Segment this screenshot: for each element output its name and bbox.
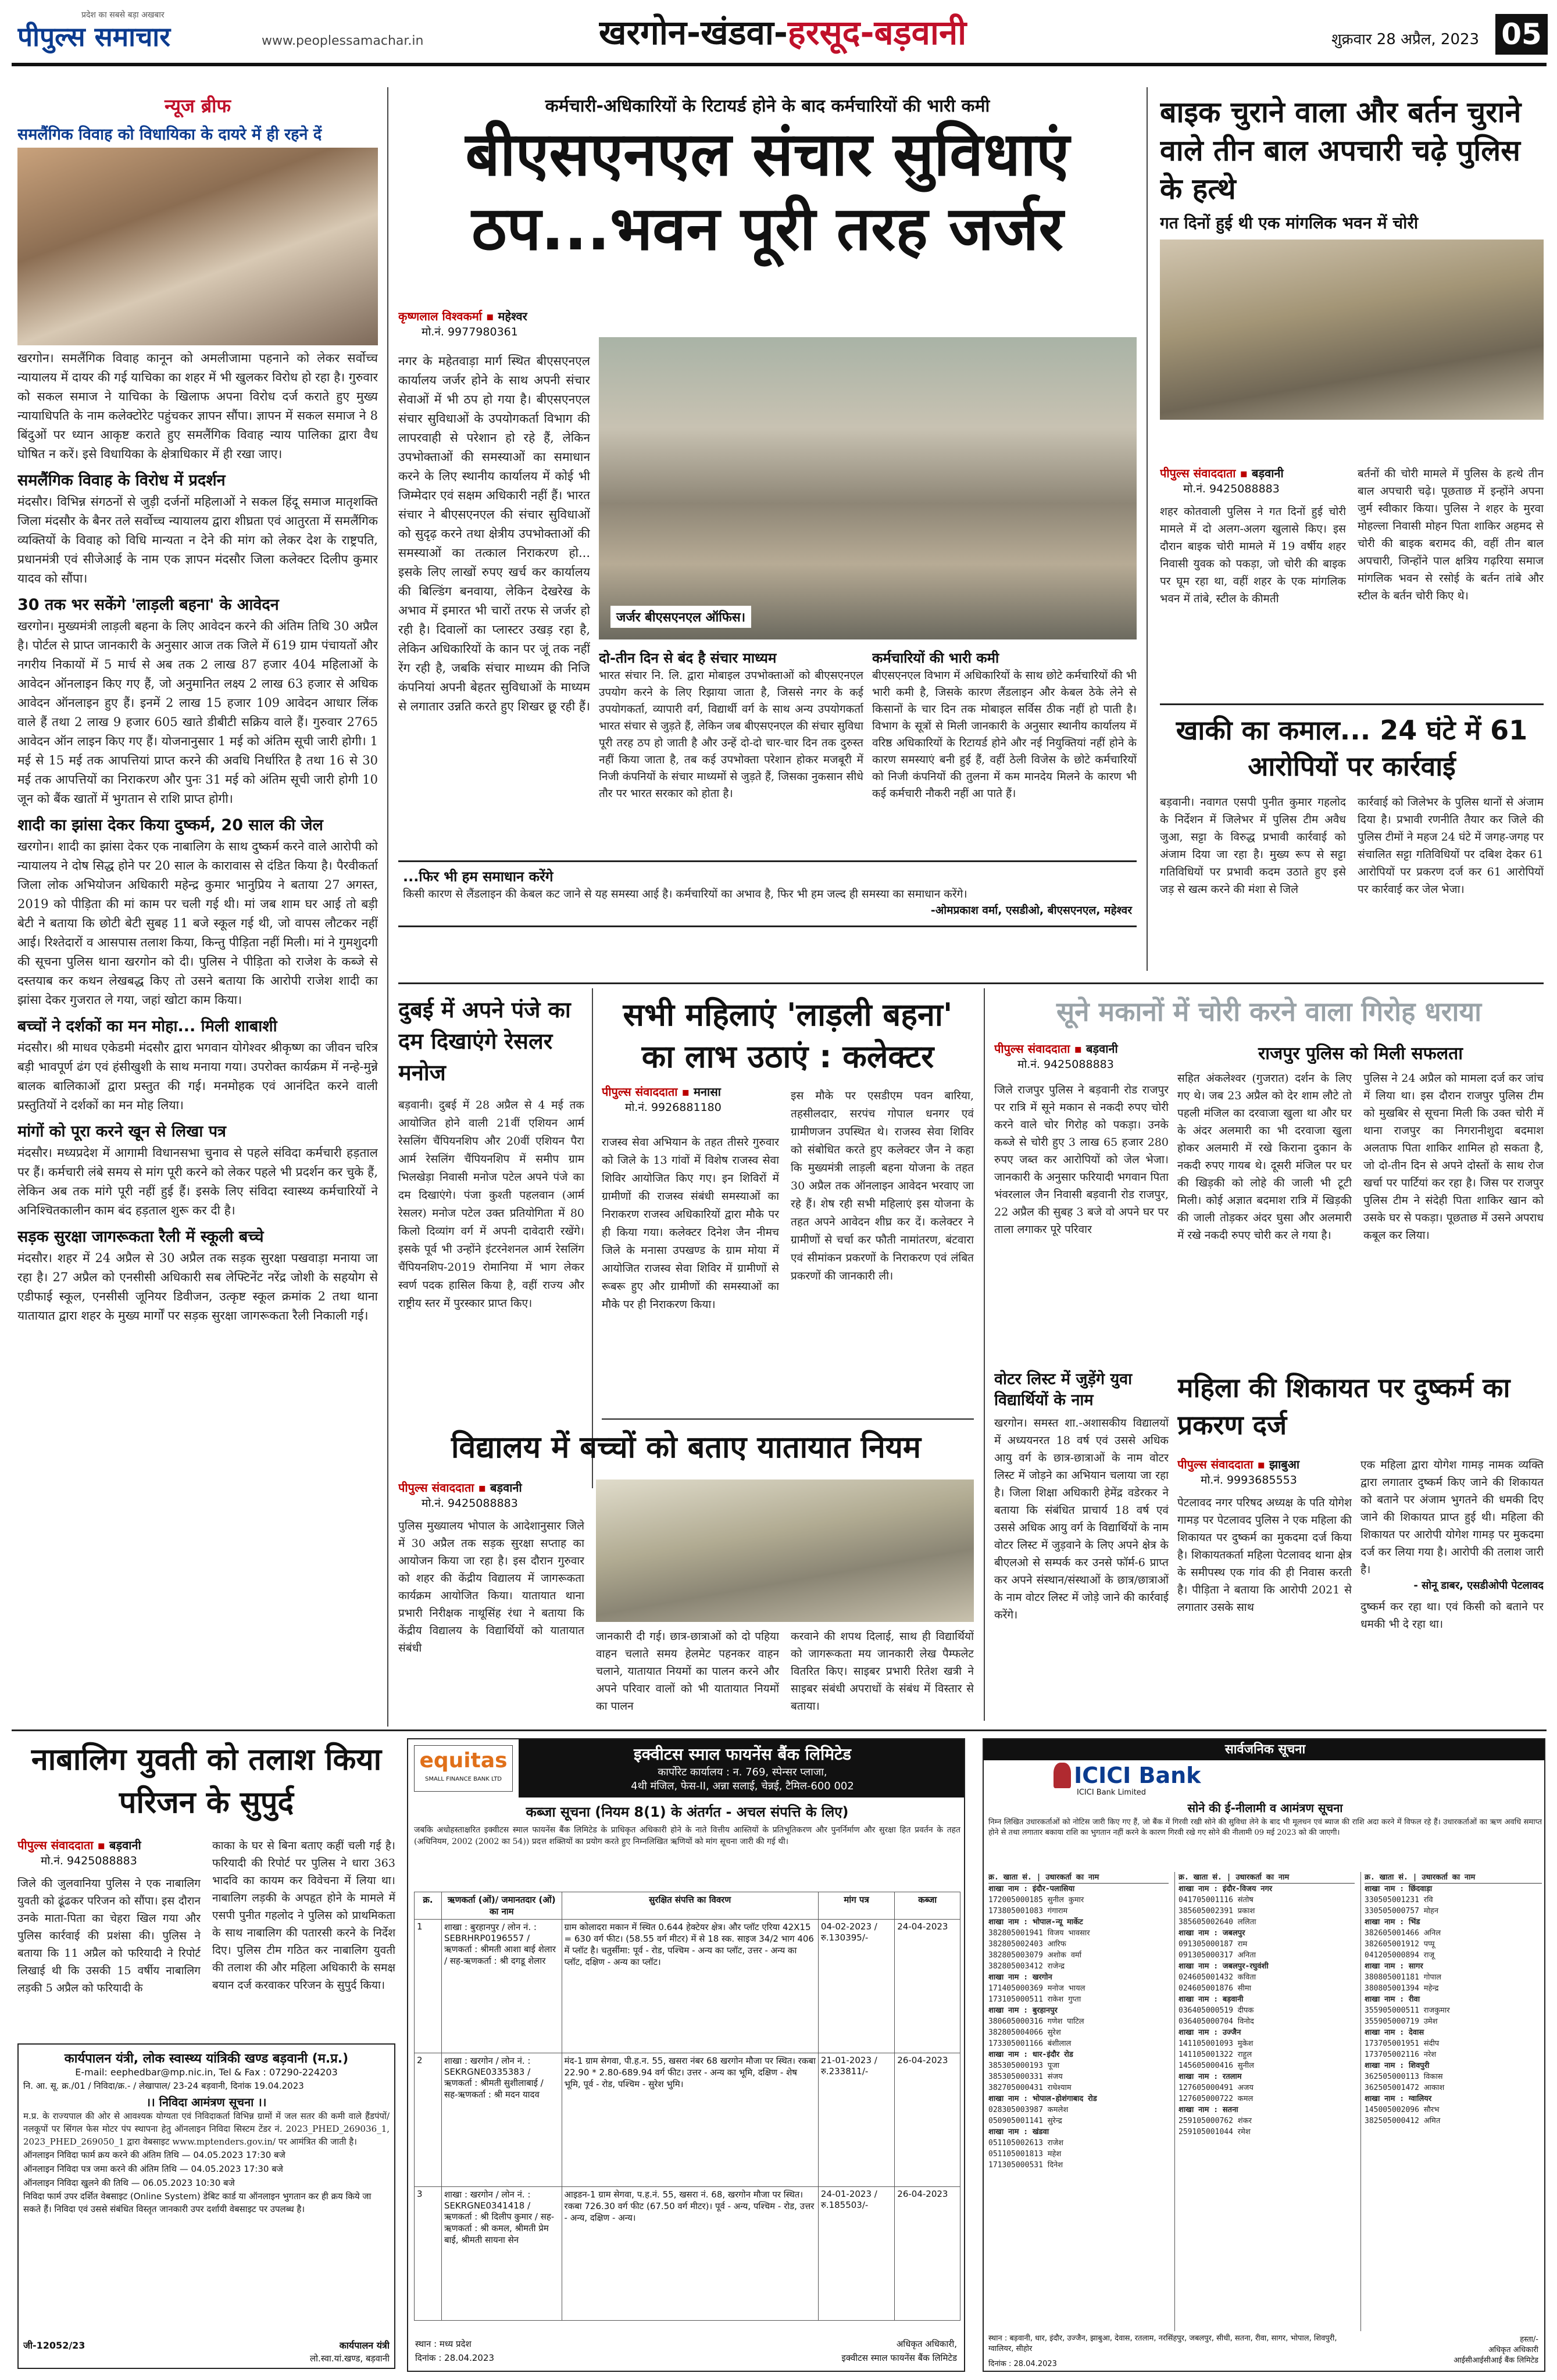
vidyalaya-mobile: मो.नं. 9425088883 [422,1497,518,1510]
ladli-mobile: मो.नं. 9926881180 [625,1101,722,1114]
ladli-credit: पीपुल्स संवाददाता [602,1085,678,1099]
dubai-body: बड़वानी। दुबई में 28 अप्रैल से 4 मई तक आयोजित होने वाली 21वीं एशियन आर्म रेसलिंग चैंपियनशिप और 20वीं एशियन पैरा आर्म रेसलिंग चैंपियनशिप में समीप ग्राम भिलखेड़ा निवासी मनोज पटेल अपने पंजे का दम दिखाएंगे। पंजा कुश्ती पहलवान (आर्म रेसलर) मनोज पटेल उक्त प्रतियोगिता में 80 किलो दिव्यांग वर्ग में अपनी दावेदारी रखेंगे। इसके पूर्व भी उन्होंने इंटरनेशनल आर्म रेसलिंग चैंपियनशिप-2019 रोमानिया में भाग लेकर स्वर्ण पदक हासिल किया है, वहीं राज्य और राष्ट्रीय स्तर में पुरस्कार प्राप्त किए। [398,1099,584,1310]
list-item: 330505000757 मोहन [1365,1907,1439,1916]
equitas-col-0: क्र. [415,1892,442,1920]
equitas-signer: अधिकृत अधिकारी, [896,2339,957,2349]
list-item: 385605002640 ललिता [1179,1918,1256,1927]
icici-signer: हस्ता/- [1520,2335,1538,2344]
icici-l-branch-3: शाखा नाम : बुरहानपुर [988,2006,1058,2015]
list-item: 145005002096 सौरभ [1365,2106,1440,2114]
list-item: 382805004066 सुरेश [988,2028,1061,2037]
chori-credit-block: पीपुल्स संवाददाता ▪ बड़वानी मो.नं. 9425088883 [994,1041,1169,1075]
brief-body-2: खरगोन। मुख्यमंत्री लाड़ली बहना के लिए आवेदन करने की अंतिम तिथि 30 अप्रैल है। पोर्टल से प्राप्त जानकारी के अनुसार आज तक जिले में 619 ग्राम पंचायतों और नगरीय निकायों में 5 मार्च से अब तक 2 लाख 87 हजार 404 महिलाओं के आवेदन ऑनलाइन किए गए हैं, जो अनुमानित लक्ष्य 2 लाख 63 हजार से अधिक आवेदन ऑनलाइन हुए हैं। इनमें 2 लाख 15 हजार 109 आवेदन आधार लिंक वाले हैं तथा 2 लाख 9 हजार 605 खाते डीबीटी सक्रिय वाले हैं। गुरुवार 2765 आवेदन ऑन लाइन किए गए हैं। योजनानुसार 1 मई को अंतिम सूची जारी होगी। 1 मई से 15 मई तक आपत्तियां प्राप्त करने की अवधि निर्धारित है तथा 16 से 30 मई तक आपत्तियों का निराकरण और पुनः 31 मई को अंतिम सूची जारी होगी 10 जून को बैंक खातों में भुगतान से राशि प्राप्त होगी। [17,619,378,806]
brief-photo-protest [17,148,378,345]
mahila-credit-block: पीपुल्स संवाददाता ▪ झाबुआ मो.नं. 9993685553 [1177,1456,1352,1491]
icici-r-branch-3: शाखा नाम : रीवा [1365,1995,1420,2004]
tender-footer-left: जी-12052/23 [23,2340,85,2351]
chori-location: बड़वानी [1085,1042,1118,1056]
page-number: 05 [1495,14,1548,55]
list-item: 141105001093 मुकेश [1179,2039,1254,2048]
chori-body-b: सहित अंकलेश्वर (गुजरात) दर्शन के लिए गए थे। जब 23 अप्रैल को देर शाम लौटे तो पहली मंजिल का दरवाजा खुला था और घर के अंदर अलमारी का भी दरवाजा खुला होकर अलमारी में रखे किराना दुकान के नकदी रुपए गायब थे। दूसरी मंजिल पर घर की खिड़की को लोहे की जाली भी टूटी मिली। कोई अज्ञात बदमाश रात्रि में खिड़की की जाली तोड़कर अंदर घुसा और अलमारी में रखे नकदी रुपए चोरी कर ले गया है। [1177,1072,1352,1242]
list-item: 380805001394 महेन्द्र [1365,1984,1439,1993]
list-item: 385305000193 पूजा [988,2061,1060,2070]
list-item: 141105001322 राहुल [1179,2050,1252,2059]
list-item: 041705001116 संतोष [1179,1896,1254,1904]
equitas-r2-c4: 26-04-2023 [895,2187,960,2321]
icici-footer: स्थान : बड़वानी, धार, इंदौर, उज्जैन, झाबुआ, देवास, रतलाम, नरसिंहपुर, जबलपुर, सीधी, सतना, रीवा, सागर, भोपाल, शिवपुरी, ग्वालियर, सीहोर [988,2334,1337,2353]
list-item: 382505000412 अमित [1365,2117,1441,2125]
lead-byline-block: कृष्णलाल विश्वकर्मा ▪ महेश्वर मो.नं. 9977980361 [398,308,590,349]
equitas-logo [414,1745,513,1792]
icici-signer3: आईसीआईसीआई बैंक लिमिटेड [1454,2356,1538,2365]
icici-logo-text: ICICI Bank [1074,1763,1201,1788]
icici-m-branch-0: शाखा नाम : इंदौर-विजय नगर [1179,1885,1273,1893]
brief-head-0: समलैंगिक विवाह को विधायिका के दायरे में ही रहने दें [17,126,322,144]
lead-quote-head: ...फिर भी हम समाधान करेंगे [403,869,553,885]
voter-body: खरगोन। समस्त शा.-अशासकीय विद्यालयों में अध्ययनरत 18 वर्ष एवं उससे अधिक आयु वर्ग के छात्र-छात्राओं के नाम वोटर लिस्ट में जोड़ने का अभियान चलाया जा रहा है। जिला शिक्षा अधिकारी हेमेंद्र वडेरकर ने बताया कि संबंधित प्राचार्य 18 वर्ष एवं उससे अधिक आयु वर्ग के विद्यार्थियों के नाम वोटर लिस्ट में जुड़वाने के लिए अपने क्षेत्र के बीएलओ से सम्पर्क कर उनसे फॉर्म-6 प्राप्त कर अपने संस्थान/संस्थाओं के छात्र/छात्राओं के नाम वोटर लिस्ट में जोड़े जाने की कार्रवाई करेंगे। [994,1417,1169,1621]
lead-sub2-head: कर्मचारियों की भारी कमी [872,650,999,666]
bike-headline: बाइक चुराने वाला और बर्तन चुराने वाले तीन बाल अपचारी चढ़े पुलिस के हत्थे [1160,95,1522,206]
news-brief-label: न्यूज ब्रीफ [164,95,231,117]
list-item: 028305003987 कमलेश [988,2106,1069,2114]
vidyalaya-headline: विद्यालय में बच्चों को बताए यातायात नियम [451,1430,922,1465]
list-item: 259105001044 रमेश [1179,2128,1251,2136]
lead-sub2 [872,648,1137,857]
list-item: 172005000185 सुनील कुमार [988,1896,1084,1904]
vidyalaya-body-c: करवाने की शपथ दिलाई, साथ ही विद्यार्थियों को जागरूकता मय जानकारी लेख पैम्फलेट वितरित किए। साइबर प्रभारी रितेश खत्री ने साइबर संबंधी अपराधों के संबंध में विस्तार से बताया। [791,1630,974,1713]
bike-theft-story [1160,93,1544,698]
equitas-address2: 4थी मंजिल, फेस-II, अन्ना सलाई, चेन्नई, टैमिल-600 002 [631,1780,854,1792]
vidyalaya-credit: पीपुल्स संवाददाता [398,1481,474,1495]
nabalig-location: बड़वानी [109,1838,141,1852]
vidyalaya-location: बड़वानी [490,1481,522,1495]
mid-right-divider [984,988,985,1721]
icici-r-branch-6: शाखा नाम : ग्वालियर [1365,2095,1432,2103]
list-item: 041205000894 राजू [1365,1951,1435,1960]
news-brief-column [17,93,378,1721]
lead-quote-box [398,860,1137,927]
lead-sub1-head: दो-तीन दिन से बंद है संचार माध्यम [599,650,777,666]
website-link[interactable]: www.peoplessamachar.in [262,34,424,48]
list-item: 024605001432 कविता [1179,1973,1256,1982]
icici-l-branch-1: शाखा नाम : भोपाल-न्यू मार्केट [988,1918,1083,1927]
chori-mobile: मो.नं. 9425088883 [1017,1058,1114,1071]
icici-m-branch-5: शाखा नाम : रतलाम [1179,2072,1242,2081]
icici-col-mid: क्र. खाता सं. | उधारकर्ता का नाम शाखा नाम : इंदौर-विजय नगर 041705001116 संतोष 385605002391 प्रकाश 385605002640 ललिता शाखा नाम : जबलपुर 091305000187 राम 091305000317 अनिता शाखा नाम : जबलपुर-रघुवंशी 024605001432 कविता 024605001876 सीमा शाखा नाम : बड़वानी 036405000519 दीपक 036405000704 विनोद शाखा नाम : उज्जैन 141105001093 मुकेश 141105001322 राहुल 145605000416 सुनील शाखा नाम : रतलाम 127605000491 अजय 127605000722 कमल शाखा नाम : सतना 259105000762 शंकर 259105001044 रमेश [1174,1872,1355,2331]
ladli-body-b: इस मौके पर एसडीएम पवन बारिया, तहसीलदार, सरपंच गोपाल धनगर एवं ग्रामीणजन उपस्थित थे। राजस्व सेवा शिविर को संबोधित करते हुए कलेक्टर जैन ने कहा कि मुख्यमंत्री लाड़ली बहना योजना के तहत 30 अप्रैल तक ऑनलाइन आवेदन भरवाए जा रहे हैं। शेष रही सभी महिलाएं इस योजना के तहत अपने आवेदन शीघ्र कर दें। कलेक्टर ने ग्रामीणों से चर्चा कर फौती नामांतरण, बंटवारा एवं सीमांकन प्रकरणों के निराकरण एवं लंबित प्रकरणों की जानकारी ली। [791,1089,974,1282]
equitas-r1-c2: मंद-1 ग्राम सेगवा, पी.ह.न. 55, खसरा नंबर 68 खरगोन मौजा पर स्थित। रकबा 22.90 * 2.80-689.94 वर्ग फीट। उत्तर - अन्य का भूमि, दक्षिण - शेष भूमि, पूर्व - रोड, पश्चिम - सुरेश भुमि। [562,2053,818,2187]
equitas-notice-title: कब्जा सूचना (नियम 8(1) के अंतर्गत - अचल संपत्ति के लिए) [526,1804,849,1820]
bike-credit: पीपुल्स संवाददाता [1160,466,1236,480]
bike-photo-police [1160,240,1544,420]
icici-h0: क्र. खाता सं. [988,1873,1032,1882]
icici-signer2: अधिकृत अधिकारी [1488,2346,1538,2354]
tender-row-2: ऑनलाइन निविदा खुलने की तिथि — 06.05.2023 10:30 बजे [23,2178,235,2188]
nabalig-story [17,1738,395,2040]
mahila-mobile: मो.नं. 9993685553 [1201,1474,1297,1486]
right-column-divider [1147,87,1148,971]
voter-story [994,1369,1169,1718]
mahila-body-b: एक महिला द्वारा योगेश गामड़ नामक व्यक्ति द्वारा लगातार दुष्कर्म किए जाने की शिकायत को बताने पर अंजाम भुगतने की धमकी दिए जाने की शिकायत प्राप्त हुई थी। महिला की शिकायत पर आरोपी योगेश गामड़ पर मुकदमा दर्ज कर लिया गया है। आरोपी की तलाश जारी है। [1360,1459,1544,1576]
icici-title: सोने की ई-नीलामी व आमंत्रण सूचना [1187,1801,1343,1815]
brief-body-0: खरगोन। समलैंगिक विवाह कानून को अमलीजामा पहनाने को लेकर सर्वोच्च न्यायालय में दायर की गई याचिका का शहर में भी खुलकर विरोध हो रहा है। गुरुवार को सकल समाज ने याचिका के खिलाफ अपना विरोध दर्ज कराते हुए मुख्य न्यायाधिपति के नाम कलेक्टोरेट पहुंचकर ज्ञापन सौंपा। ज्ञापन में सकल समाज ने 8 बिंदुओं पर ध्यान आकृष्ट कराते हुए समलैंगिक विवाह न्याय पालिका द्वारा वैध घोषित न करें। इसे विधायिका के क्षेत्राधिकार में ही रखा जाए। [17,351,378,461]
icici-col-left: क्र. खाता सं. | उधारकर्ता का नाम शाखा नाम : इंदौर-पलासिया 172005000185 सुनील कुमार 173805001083 गंगाराम शाखा नाम : भोपाल-न्यू मार्केट 382805001941 विजय भावसार 382805002403 आरिफ 382805003079 अशोक वर्मा 382805003412 राजेन्द्र शाखा नाम : खरगोन 171405000369 मनोज भायल 173105000511 राकेश गुप्ता शाखा नाम : बुरहानपुर 380605000316 गणेश पाटिल 382805004066 सुरेश 173305001166 बंशीलाल शाखा नाम : धार-इंदौर रोड 385305000193 पूजा 385305000331 संजय 382705000431 राधेश्याम शाखा नाम : भोपाल-होशंगाबाद रोड 028305003987 कमलेश 050905001141 सुरेन्द्र शाखा नाम : खंडवा 051105002613 राजेश 051105001813 महेश 171305000531 दिनेश [988,1872,1169,2331]
equitas-r0-c1: शाखा : बुरहानपुर / लोन नं. : SEBRHRP0196557 / ऋणकर्ता : श्रीमती आशा बाई शेलार / सह-ऋणकर्ता : श्री दगडू शेलार [441,1920,562,2053]
tender-row-1: ऑनलाइन निविदा पत्र जमा करने की अंतिम तिथि — 04.05.2023 17:30 बजे [23,2164,283,2174]
equitas-r1-c1: शाखा : खरगोन / लोन नं. : SEKRGNE0335383 / ऋणकर्ता : श्रीमती सुशीलाबाई / सह-ऋणकर्ता : श्री मदन यादव [441,2053,562,2187]
nabalig-credit: पीपुल्स संवाददाता [17,1838,94,1852]
vidyalaya-body-b: जानकारी दी गई। छात्र-छात्राओं को दो पहिया वाहन चलाते समय हेलमेट पहनकर वाहन चलाने, यातायात नियमों का पालन करने और अपने परिवार वालों को भी यातायात नियमों का पालन [596,1630,779,1713]
icici-m-branch-3: शाखा नाम : बड़वानी [1179,1995,1244,2004]
equitas-logo-sub: SMALL FINANCE BANK LTD [424,1776,502,1782]
brief-body-6: मंदसौर। शहर में 24 अप्रैल से 30 अप्रैल तक सड़क सुरक्षा पखवाड़ा मनाया जा रहा है। 27 अप्रैल को एनसीसी अधिकारी सब लेफ्टिनेंट नरेंद्र जोशी के सहयोग से एडीफाई स्कूल, एनसीसी जूनियर डिवीजन, उत्कृष्ट स्कूल क्रमांक 2 तथा थाना यातायात द्वारा शहर के मुख्य मार्गों पर सड़क सुरक्षा जागरूकता रैली निकाली गई। [17,1251,378,1323]
icici-r-branch-1: शाखा नाम : भिंड [1365,1918,1420,1927]
icici-date: दिनांक : 28.04.2023 [988,2360,1057,2368]
equitas-r1-c3: 21-01-2023 / रु.233811/- [818,2053,894,2187]
lead-story [398,93,1137,988]
issue-date: शुक्रवार 28 अप्रैल, 2023 [1331,31,1480,48]
chori-story [994,994,1544,1366]
list-item: 173805001083 गंगाराम [988,1907,1068,1916]
icici-r-h1: उधारकर्ता का नाम [1422,1873,1476,1882]
icici-l-branch-4: शाखा नाम : धार-इंदौर रोड [988,2050,1073,2059]
icici-m-branch-4: शाखा नाम : उज्जैन [1179,2028,1241,2037]
table-row [415,2187,960,2321]
list-item: 173305001166 बंशीलाल [988,2039,1072,2048]
list-item: 091305000317 अनिता [1179,1951,1256,1960]
icici-logo-sub: ICICI Bank Limited [1077,1788,1147,1797]
bike-credit-block: पीपुल्स संवाददाता ▪ बड़वानी मो.नं. 9425088883 [1160,465,1346,500]
chori-headline: सूने मकानों में चोरी करने वाला गिरोह धराया [1056,996,1482,1027]
icici-r-branch-2: शाखा नाम : सागर [1365,1962,1423,1971]
icici-m-branch-2: शाखा नाम : जबलपुर-रघुवंशी [1179,1962,1269,1971]
equitas-r0-c3: 04-02-2023 / रु.130395/- [818,1920,894,2053]
rule-right-1 [1160,703,1544,705]
mahila-body-c: दुष्कर्म कर रहा था। एवं किसी को बताने पर धमकी भी दे रहा था। [1360,1600,1544,1631]
equitas-place: स्थान : मध्य प्रदेश [415,2339,472,2349]
equitas-signer2: इक्वीटस स्माल फायनेंस बैंक लिमिटेड [841,2353,957,2363]
tender-email: E-mail: eephedbar@mp.nic.in, Tel & Fax : 07290-224203 [75,2067,338,2078]
chori-body-c: पुलिस ने 24 अप्रैल को मामला दर्ज कर जांच में लिया था। इस दौरान राजपुर पुलिस टीम को मुखबिर से सूचना मिली कि उक्त चोरी में थाना राजपुर का निगरानीशुदा बदमाश अलताफ पिता शाकिर शामिल हो सकता है, जो दो-तीन दिन से अपने दोस्तों के साथ रोज खर्चा पर पार्टियां कर रहा है। जिस पर राजपुर पुलिस टीम ने संदेही पिता शाकिर खान को उसके घर से पकड़ा। पूछताछ में उसने अपराध कबूल कर लिया। [1363,1072,1544,1242]
icici-logo [1054,1763,1263,1800]
bike-body-a: शहर कोतवाली पुलिस ने गत दिनों हुई चोरी मामले में दो अलग-अलग खुलासे किए। इस दौरान बाइक चोरी मामले में 19 वर्षीय शहर निवासी युवक को पकड़ा, जो चोरी की बाइक पर घूम रहा था, वहीं शहर के एक मांगलिक भवन में तांबे, स्टील के कीमती [1160,505,1346,605]
equitas-r2-c2: आइडन-1 ग्राम सेगवा, प.ह.नं. 55, खसरा नं. 68, खरगोन मौजा पर स्थित। रकबा 726.30 वर्ग फीट (67.50 वर्ग मीटर)। पूर्व - अन्य, पश्चिम - रोड, उत्तर - अन्य, दक्षिण - अन्य। [562,2187,818,2321]
tender-footer-right: कार्यपालन यंत्री [339,2340,390,2351]
list-item: 173705001951 संदीप [1365,2039,1440,2048]
list-item: 051105001813 महेश [988,2150,1062,2159]
icici-m-branch-1: शाखा नाम : जबलपुर [1179,1929,1245,1938]
list-item: 173705002116 नरेश [1365,2050,1437,2059]
list-item: 382605001466 अनिल [1365,1929,1441,1938]
nabalig-body-a: जिले की जुलवानिया पुलिस ने एक नाबालिग युवती को ढूंढकर परिजन को सौंपा। इस दौरान उनके माता-पिता का चेहरा खिल गया और पुलिस कार्रवाई की प्रशंसा की। पुलिस ने बताया कि 11 अप्रैल को फरियादी ने रिपोर्ट लिखाई थी कि उसकी 15 वर्षीय नाबालिग लड़की 5 अप्रैल को फरियादी के [17,1877,201,1995]
icici-m-h1: उधारकर्ता का नाम [1235,1873,1290,1882]
list-item: 050905001141 सुरेन्द्र [988,2117,1062,2125]
ladli-headline-1: सभी महिलाएं 'लाड़ली बहना' [623,996,953,1033]
equitas-r2-c3: 24-01-2023 / रु.185503/- [818,2187,894,2321]
tender-ref: नि. आ. सू. क्र./01 / निविदा/क्र.- / लेखापाल/ 23-24 बड़वानी, दिनांक 19.04.2023 [23,2081,304,2091]
list-item: 051105002613 राजेश [988,2139,1063,2147]
left-column-divider [387,87,388,1727]
voter-headline: वोटर लिस्ट में जुड़ेंगे युवा विद्यार्थियों के नाम [994,1370,1133,1409]
chori-body-a: जिले राजपुर पुलिस ने बड़वानी रोड राजपुर पर रात्रि में सूने मकान से नकदी रुपए चोरी करने वाले चोर गिरोह को पकड़ा। उनके कब्जे से चोरी हुए 3 लाख 65 हजार 280 रुपए जब्त कर आरोपियों को जेल भेजा। जानकारी के अनुसार फरियादी भगवान पिता भंवरलाल जैन निवासी बड़वानी रोड राजपुर, 22 अप्रैल की सुबह 3 बजे वो अपने घर पर ताला लगाकर पूरे परिवार [994,1084,1169,1236]
dubai-headline: दुबई में अपने पंजे का दम दिखाएंगे रेसलर मनोज [398,997,571,1085]
brief-head-5: मांगों को पूरा करने खून से लिखा पत्र [17,1123,226,1141]
dubai-divider [592,988,593,1488]
khaki-story [1160,712,1544,974]
bike-body-b: बर्तनों की चोरी मामले में पुलिस के हत्थे तीन बाल अपचारी चढ़े। पूछताछ में इन्होंने अपना जुर्म स्वीकार किया। पुलिस ने शहर के मुरवा मोहल्ला निवासी मोहन पिता शाकिर अहमद से चोरी की बाइक बरामद की, वहीं तीन बाल अपचारी, जिन्होंने पाल क्षत्रिय गढ़रिया समाज मांगलिक भवन से रसोई के बर्तन तांबे और स्टील के बर्तन चोरी किए थे। [1358,467,1544,602]
masthead-rule [12,63,1547,66]
icici-logo-icon [1054,1763,1071,1788]
section-title-b: हरसूद-बड़वानी [787,13,967,52]
mahila-location: झाबुआ [1269,1457,1300,1471]
rule-mid [398,982,1544,984]
masthead [0,0,1557,64]
brief-body-4: मंदसौर। श्री माधव एकेडमी मंदसौर द्वारा भगवान योगेश्वर श्रीकृष्ण का जीवन चरित्र बड़ी भावपूर्ण ढंग एवं हंसीखुशी के साथ मनाया गया। उपरोक्त कार्यक्रम में नन्हे-मुन्ने बालक बालिकाओं द्वारा प्रस्तुत की गई। मनमोहक एवं आनंदित करने वाली प्रस्तुतियों ने दर्शकों का मन मोह लिया। [17,1041,378,1112]
icici-notice [983,1738,1545,2372]
khaki-body-b: कार्रवाई को जिलेभर के पुलिस थानों से अंजाम दिया है। प्रभावी रणनीति तैयार कर जिले की पुलिस टीमों ने महज 24 घंटे में जगह-जगह पर संचालित सट्टा गतिविधियों पर दबिश देकर 61 आरोपियों पर प्रकरण दर्ज कर 61 आरोपियों पर कार्रवाई कर जेल भेजा। [1358,796,1544,896]
list-item: 382805002403 आरिफ [988,1940,1066,1949]
mahila-headline: महिला की शिकायत पर दुष्कर्म का प्रकरण दर्ज [1177,1372,1510,1441]
lead-sub2-body: बीएसएनएल विभाग में अधिकारियों के साथ छोटे कर्मचारियों की भी भारी कमी है, जिसके कारण लैंडलाइन और केबल ठेके लेने से किसानों के चार दिन तक मोबाइल सर्विस ठीक नहीं हो पाती है। विभाग के सूत्रों से मिली जानकारी के अनुसार स्थानीय कार्यालय में वरिष्ठ अधिकारियों के रिटायर्ड होने और नई नियुक्तियां नहीं होने के कारण समस्याएं बनी हुई हैं, वहीं ठेली विजेस के छोटे कर्मचारियों को निजी कंपनियों की तुलना में कम मानदेय मिलने के कारण भी कई कर्मचारी नौकरी नहीं आ पाते हैं। [872,669,1137,800]
table-row [415,2053,960,2187]
icici-r-h0: क्र. खाता सं. [1365,1873,1408,1882]
equitas-address: कार्पोरेट कार्यालय : न. 769, स्पेन्सर प्लाजा, [658,1766,827,1778]
equitas-table [414,1892,960,2333]
equitas-r1-c4: 26-04-2023 [895,2053,960,2187]
section-title-a: खरगोन-खंडवा- [599,13,788,52]
tender-title: ।। निविदा आमंत्रण सूचना ।। [146,2095,267,2109]
logo-text: पीपुल्स समाचार [17,21,171,52]
lead-quote-attr: -ओमप्रकाश वर्मा, एसडीओ, बीएसएनएल, महेश्वर [930,904,1132,917]
icici-l-branch-0: शाखा नाम : इंदौर-पलासिया [988,1885,1075,1893]
tender-notice [17,2043,395,2369]
tender-body: म.प्र. के राज्यपाल की ओर से आवश्यक योग्यता एवं निविदाकर्ता विभिन्न ग्रामों में जल सतर की कमी वाले हैंडपंपों/नलकूपों पर सिंगल फेस मोटर पंप स्थापना हेतु ऑनलाइन निविदा सिस्टम टेंडर नं. 2023_PHED_269036_1, 2023_PHED_269050_1 द्वारा वेबसाइट www.mptenders.gov.in/ पर आमंत्रित की जाती है। [23,2111,390,2147]
equitas-col-3: मांग पत्र [818,1892,894,1920]
icici-l-branch-5: शाखा नाम : भोपाल-होशंगाबाद रोड [988,2095,1097,2103]
dubai-story [398,994,584,1488]
rule-bottom [12,1729,1547,1731]
mahila-quote [1360,1456,1544,1715]
equitas-intro: जबकि अधोहस्ताक्षरित इक्वीटस स्माल फायनेंस बैंक लिमिटेड के प्राधिकृत अधिकारी होने के नाते वित्तीय आस्तियों के प्रतिभूतिकरण और पुनर्निर्माण और सुरक्षा हित प्रवर्तन के तहत (अधिनियम, 2002 (2002 का 54)) प्रदत्त शक्तियों का प्रयोग करते हुए निम्नलिखित ऋणियों को मांग सूचना जारी की गई थी। [414,1825,960,1846]
rule-vidyalaya [602,1418,974,1420]
mahila-attr: - सोनू डाबर, एसडीओपी पेटलावद [1413,1579,1544,1592]
bike-sub: गत दिनों हुई थी एक मांगलिक भवन में चोरी [1160,213,1419,233]
list-item: 362505001472 आकाश [1365,2084,1445,2092]
list-item: 362505000113 विकास [1365,2072,1443,2081]
list-item: 145605000416 सुनील [1179,2061,1254,2070]
equitas-r2-c1: शाखा : खरगोन / लोन नं. : SEKRGNE0341418 / ऋणकर्ता : श्री दिलीप कुमार / सह-ऋणकर्ता : श्री कमल, श्रीमती प्रेम बाई, श्रीमती सायना सेन [441,2187,562,2321]
equitas-col-2: सुरक्षित संपत्ति का विवरण [562,1892,818,1920]
brief-body-1: मंदसौर। विभिन्न संगठनों से जुड़ी दर्जनों महिलाओं ने सकल हिंदू समाज मातृशक्ति जिला मंदसौर के बैनर तले सर्वोच्च न्यायालय द्वारा शीघ्रता एवं आतुरता में समलैंगिक व्यक्तियों के विवाह को विधि मान्यता न देने की मांग को लेकर देश के राष्ट्रपति, प्रधानमंत्री एवं सीजेआई के नाम एक ज्ञापन मंदसौर जिला कलेक्टर दिलीप कुमार यादव को सौंपा। [17,495,378,585]
logo-tagline: प्रदेश का सबसे बड़ा अखबार [81,10,165,20]
nabalig-mobile: मो.नं. 9425088883 [41,1854,137,1867]
mahila-body-a: पेटलावद नगर परिषद अध्यक्ष के पति योगेश गामड़ पर पेटलावद पुलिस ने एक महिला की शिकायत पर दुष्कर्म का मुकदमा दर्ज किया है। शिकायतकर्ता महिला पेटलावद थाना क्षेत्र के समीपस्थ एक गांव की ही निवास करती है। पीड़िता ने बताया कि आरोपी 2021 से लगातार उसके साथ [1177,1496,1352,1614]
mahila-credit: पीपुल्स संवाददाता [1177,1457,1254,1471]
icici-l-branch-6: शाखा नाम : खंडवा [988,2128,1049,2136]
list-item: 330505001231 रवि [1365,1896,1433,1904]
brief-head-4: बच्चों ने दर्शकों का मन मोहा... मिली शाबाशी [17,1017,277,1035]
list-item: 024605001876 सीमा [1179,1984,1252,1993]
lead-mobile: मो.नं. 9977980361 [422,326,518,338]
equitas-col-1: ऋणकर्ता (ओं)/ जमानतदार (ओं) का नाम [441,1892,562,1920]
lead-headline-1: बीएसएनएल संचार सुविधाएं [465,119,1070,190]
list-item: 382805003412 राजेन्द्र [988,1962,1065,1971]
list-item: 127605000491 अजय [1179,2084,1254,2092]
lead-sub1-body: भारत संचार नि. लि. द्वारा मोबाइल उपभोक्ताओं को बीएसएनएल उपयोग करने के लिए रिझाया जाता है, जिससे नगर के कई उपयोगकर्ता, व्यापारी वर्ग, विद्यार्थी वर्ग के साथ अन्य उपयोगकर्ता भारत संचार से जुड़ते हैं, लेकिन जब बीएसएनएल की संचार सुविधा पूरी तरह ठप हो जाती है और उन्हें दो-दो चार-चार दिन तक दुरुस्त नहीं किया जाता है, तब कई उपभोक्ता परेशान होकर मजबूरी में निजी कंपनियों के संचार माध्यमों से जुड़ते हैं, जिसका नुकसान सीधे तौर पर भारत सरकार को होता है। [599,669,863,800]
brief-body-5: मंदसौर। मध्यप्रदेश में आगामी विधानसभा चुनाव से पहले संविदा कर्मचारी हड़ताल पर हैं। कर्मचारी लंबे समय से मांग पूरी करने को लेकर पहले भी प्रदर्शन कर चुके हैं, लेकिन अब तक मांगे पूरी नहीं हुई हैं। इसके लिए संविदा स्वास्थ्य कर्मचारियों ने अनिश्चितकालीन काम बंद हड़ताल शुरू कर दी है। [17,1146,378,1217]
brief-head-2: 30 तक भर सकेंगे 'लाड़ली बहना' के आवेदन [17,596,279,614]
equitas-logo-text: equitas [419,1749,508,1773]
icici-col-right: क्र. खाता सं. | उधारकर्ता का नाम शाखा नाम : छिंदवाड़ा 330505001231 रवि 330505000757 मोहन शाखा नाम : भिंड 382605001466 अनिल 382605001912 पप्पू 041205000894 राजू शाखा नाम : सागर 380805001181 गोपाल 380805001394 महेन्द्र शाखा नाम : रीवा 355905000511 राजकुमार 355905000719 उमेश शाखा नाम : देवास 173705001951 संदीप 173705002116 नरेश शाखा नाम : शिवपुरी 362505000113 विकास 362505001472 आकाश शाखा नाम : ग्वालियर 145005002096 सौरभ 382505000412 अमित [1360,1872,1542,2331]
nabalig-body-b: काका के घर से बिना बताए कहीं चली गई है। फरियादी की रिपोर्ट पर पुलिस ने धारा 363 भादवि का कायम कर विवेचना में लिया था। नाबालिग लड़की के अपहृत होने के मामले में एसपी पुनीत गहलोद ने पुलिस को प्राथमिकता के साथ नाबालिग की पतारसी करने के निर्देश दिए। पुलिस टीम गठित कर नाबालिग युवती की तलाश की और महिला अधिकारी के समक्ष बयान दर्ज करवाकर परिजन के सुपुर्द किया। [212,1839,395,1992]
vidyalaya-credit-block: पीपुल्स संवाददाता ▪ बड़वानी मो.नं. 9425088883 [398,1480,584,1514]
list-item: 380605000316 गणेश पाटिल [988,2017,1084,2026]
nabalig-headline: नाबालिग युवती को तलाश किया परिजन के सुपुर्द [31,1742,382,1820]
list-item: 382705000431 राधेश्याम [988,2084,1072,2092]
equitas-notice [407,1738,965,2372]
chori-credit: पीपुल्स संवाददाता [994,1042,1070,1056]
bike-location: बड़वानी [1251,466,1284,480]
khaki-headline: खाकी का कमाल... 24 घंटे में 61 आरोपियों पर कार्रवाई [1176,714,1528,782]
list-item: 380805001181 गोपाल [1365,1973,1441,1982]
lead-photo-bsnl-building [599,337,1137,639]
nabalig-credit-block: पीपुल्स संवाददाता ▪ बड़वानी मो.नं. 9425088883 [17,1837,203,1872]
icici-header: सार्वजनिक सूचना [984,1739,1545,1760]
lead-kicker: कर्मचारी-अधिकारियों के रिटायर्ड होने के बाद कर्मचारियों की भारी कमी [545,96,990,116]
lead-byline: कृष्णलाल विश्वकर्मा [398,309,482,323]
list-item: 127605000722 कमल [1179,2095,1254,2103]
tender-footer-right2: लो.स्वा.यां.खण्ड, बड़वानी [310,2353,390,2364]
lead-headline-2: ठप...भवन पूरी तरह जर्जर [472,193,1063,264]
equitas-r2-c0: 3 [415,2187,442,2321]
list-item: 036405000519 दीपक [1179,2006,1254,2015]
section-title [599,8,1169,55]
lead-sub1 [599,648,863,857]
lead-body: नगर के महेतवाड़ा मार्ग स्थित बीएसएनएल कार्यालय जर्जर होने के साथ अपनी संचार सेवाओं में भी ठप हो गया है। बीएसएनएल संचार सुविधाओं के उपयोगकर्ता विभाग की लापरवाही से परेशान हो रहे हैं, लेकिन उपभोक्ताओं की समस्याओं का समाधान करने के लिए स्थानीय कार्यालय में कोई भी जिम्मेदार एवं सक्षम अधिकारी नहीं हैं। भारत संचार ने बीएसएनएल की संचार सुविधाओं को सुदृढ़ करने तथा क्षेत्रीय उपभोक्ताओं की समस्याओं का तत्काल निराकरण हो... इसके लिए लाखों रुपए खर्च कर कार्यालय की बिल्डिंग बनवाया, लेकिन देखरेख के अभाव में इमारत भी चारों तरफ से जर्जर हो रही है। दिवालों का प्लास्टर उखड़ रहा है, लेकिन अधिकारियों के कान पर जूं तक नहीं रेंग रही है, जबकि संचार माध्यम की निजि कंपनियां अपनी बेहतर सुविधाओं के माध्यम से लगातार उन्नति करते हुए शिखर छू रही हैं। [398,354,590,713]
logo [17,9,262,56]
lead-quote-body: किसी कारण से लैंडलाइन की केबल कट जाने से यह समस्या आई है। कर्मचारियों का अभाव है, फिर भी हम जल्द ही समस्या का समाधान करेंगे। [403,888,967,900]
vidyalaya-body-a: पुलिस मुख्यालय भोपाल के आदेशानुसार जिले में 30 अप्रैल तक सड़क सुरक्षा सप्ताह का आयोजन किया जा रहा है। इस दौरान गुरुवार को शहर की केंद्रीय विद्यालय में जागरूकता कार्यक्रम आयोजित किया। यातायात थाना प्रभारी निरीक्षक नाथूसिंह रंधा ने बताया कि केंद्रीय विद्यालय के विद्यार्थियों को यातायात संबंधी [398,1520,584,1654]
ladli-location: मनासा [693,1085,721,1099]
list-item: 355905000511 राजकुमार [1365,2006,1450,2015]
icici-r-branch-4: शाखा नाम : देवास [1365,2028,1424,2037]
icici-m-h0: क्र. खाता सं. [1179,1873,1222,1882]
list-item: 385305000331 संजय [988,2072,1063,2081]
icici-l-branch-2: शाखा नाम : खरगोन [988,1973,1052,1982]
equitas-r0-c4: 24-04-2023 [895,1920,960,2053]
list-item: 173105000511 राकेश गुप्ता [988,1995,1081,2004]
icici-m-branch-6: शाखा नाम : सतना [1179,2106,1238,2114]
icici-r-branch-0: शाखा नाम : छिंदवाड़ा [1365,1885,1433,1893]
equitas-r0-c0: 1 [415,1920,442,2053]
tender-row-0: ऑनलाइन निविदा फार्म क्रय करने की अंतिम तिथि — 04.05.2023 17:30 बजे [23,2150,285,2160]
ladli-headline-2: का लाभ उठाएं : कलेक्टर [641,1038,934,1075]
equitas-header [519,1739,965,1797]
equitas-dated: दिनांक : 28.04.2023 [415,2353,495,2363]
list-item: 382805003079 अशोक वर्मा [988,1951,1082,1960]
list-item: 355905000719 उमेश [1365,2017,1438,2026]
mahila-story [1177,1369,1544,1718]
brief-head-6: सड़क सुरक्षा जागरूकता रैली में स्कूली बच्चे [17,1228,264,1246]
list-item: 382605001912 पप्पू [1365,1940,1435,1949]
equitas-col-4: कब्जा [895,1892,960,1920]
chori-sub: राजपुर पुलिस को मिली सफलता [1258,1044,1463,1064]
ladli-body-a: राजस्व सेवा अभियान के तहत तीसरे गुरुवार को जिले के 13 गांवों में विशेष राजस्व सेवा शिविर आयोजित किए गए। इन शिविरों में ग्रामीणों की राजस्व संबंधी समस्याओं का निराकरण राजस्व अधिकारियों द्वारा मौके पर ही किया गया। कलेक्टर दिनेश जैन नीमच जिले के मनासा उपखण्ड के ग्राम मोया में आयोजित राजस्व सेवा शिविर में ग्रामीणों से रूबरू हुए और ग्रामीणों की समस्याओं का मौके पर ही निराकरण किया। [602,1136,779,1311]
tender-row-3: निविदा फार्म उपर दर्शित वेबसाइट (Online System) डेबिट कार्ड या ऑनलाइन भुगतान कर ही क्रय किये जा सकते हैं। निविदा एवं उससे संबंधित विस्तृत जानकारी उपर दर्शायी वेबसाइट पर उपलब्ध है। [23,2191,372,2214]
vidyalaya-photo-classroom [596,1480,974,1622]
icici-r-branch-5: शाखा नाम : शिवपुरी [1365,2061,1430,2070]
list-item: 171405000369 मनोज भायल [988,1984,1085,1993]
equitas-possession-table [414,1892,960,2321]
brief-body-3: खरगोन। शादी का झांसा देकर एक नाबालिग के साथ दुष्कर्म करने वाले आरोपी को न्यायालय ने दोष सिद्ध होने पर 20 साल के कारावास से दंडित किया है। पैरवीकर्ता जिला लोक अभियोजन अधिकारी महेन्द्र कुमार भानुप्रिय ने बताया 27 अगस्त, 2019 को पीड़िता की मां काम पर चली गई थी। मां जब शाम घर आई तो बड़ी बेटी ने बताया कि छोटी बेटी सुबह 11 बजे स्कूल गई थी, जो वापस लौटकर नहीं आई। रिश्तेदारों व आसपास तलाश किया, किन्तु पीड़िता नहीं मिली। मां ने गुमशुदगी की सूचना पुलिस थाना खरगोन को दी। पुलिस ने पीड़िता को राजेश के कब्जे से दस्तयाब कर कथन लेखबद्ध किए तो उसने बताया कि आरोपी राजेश शादी का झांसा देकर गुजरात ले गया, जहां खोटा काम किया। [17,839,378,1007]
equitas-r0-c2: ग्राम कोलादरा मकान में स्थित 0.644 हेक्टेयर क्षेत्र। और प्लॉट एरिया 42X15 = 630 वर्ग फीट। (58.55 वर्ग मीटर) में से 18 स्क. साइज 34/2 भाग 406 में प्लॉट है। चतुर्सीमा: पूर्व - रोड, पश्चिम - अन्य का प्लॉट, उत्तर - अन्य का प्लॉट, दक्षिण - अन्य का प्लॉट। [562,1920,818,2053]
list-item: 091305000187 राम [1179,1940,1248,1949]
table-row [415,1920,960,2053]
equitas-r1-c0: 2 [415,2053,442,2187]
icici-intro: निम्न लिखित उधारकर्ताओं को नोटिस जारी किए गए हैं, जो बैंक में गिरवी रखी सोने की सुविधा लेने के बाद भी मूलधन एवं ब्याज की राशि अदा करने में विफल रहे हैं। उधारकर्ताओं का ऋण अवधि समाप्त होने से तथा लगातार बकाया राशि का भुगतान नहीं करने के कारण गिरवी रखे गए सोने की नीलामी 09 मई 2023 को की जाएगी। [988,1818,1542,1837]
brief-head-3: शादी का झांसा देकर किया दुष्कर्म, 20 साल की जेल [17,816,323,834]
bike-mobile: मो.नं. 9425088883 [1183,483,1280,495]
brief-head-1: समलैंगिक विवाह के विरोध में प्रदर्शन [17,471,226,489]
list-item: 385605002391 प्रकाश [1179,1907,1255,1916]
vidyalaya-story [398,1427,974,1724]
icici-h1: उधारकर्ता का नाम [1045,1873,1099,1882]
list-item: 382805001941 विजय भावसार [988,1929,1090,1938]
lead-photo-caption: जर्जर बीएसएनएल ऑफिस। [610,606,751,628]
list-item: 036405000704 विनोद [1179,2017,1254,2026]
ladli-story: सभी महिलाएं 'लाड़ली बहना' का लाभ उठाएं : कलेक्टर पीपुल्स संवाददाता ▪ मनासा मो.नं. 9926881180 राजस्व सेवा अभियान के तहत तीसरे गुरुवार को जिले के 13 गांवों में विशेष राजस्व सेवा शिविर आयोजित किए गए। इन शिविरों में ग्रामीणों की राजस्व संबंधी समस्याओं का निराकरण राजस्व अधिकारियों द्वारा मौके पर ही किया गया। कलेक्टर दिनेश जैन नीमच जिले के मनासा उपखण्ड के ग्राम मोया में आयोजित राजस्व सेवा शिविर में ग्रामीणों से रूबरू हुए और ग्रामीणों की समस्याओं का मौके पर ही निराकरण किया। इस मौके पर एसडीएम पवन बारिया, तहसीलदार, सरपंच गोपाल धनगर एवं ग्रामीणजन उपस्थित थे। राजस्व सेवा शिविर को संबोधित करते हुए कलेक्टर जैन ने कहा कि मुख्यमंत्री लाड़ली बहना योजना के तहत 30 अप्रैल तक ऑनलाइन आवेदन भरवाए जा रहे हैं। शेष रही सभी महिलाएं इस योजना के तहत अपने आवेदन शीघ्र कर दें। कलेक्टर ने ग्रामीणों से चर्चा कर फौती नामांतरण, बंटवारा एवं सीमांकन प्रकरणों के निराकरण एवं लंबित प्रकरणों की जानकारी ली। [602,994,974,1477]
khaki-body-a: बड़वानी। नवागत एसपी पुनीत कुमार गहलोद के निर्देशन में जिलेभर में पुलिस टीम अवैध जुआ, सट्टा के विरुद्ध प्रभावी कार्रवाई को अंजाम दिया जा रहा है। मुख्य रूप से सट्टा गतिविधियों पर प्रभावी कदम उठाते हुए इसे जड़ से खत्म करने की मंशा से जिले [1160,796,1346,896]
tender-office: कार्यपालन यंत्री, लोक स्वास्थ्य यांत्रिकी खण्ड बड़वानी (म.प्र.) [64,2052,349,2066]
lead-location: महेश्वर [498,309,527,323]
equitas-bank-name: इक्वीटस स्माल फायनेंस बैंक लिमिटेड [633,1745,852,1764]
list-item: 171305000531 दिनेश [988,2161,1063,2170]
list-item: 259105000762 शंकर [1179,2117,1252,2125]
